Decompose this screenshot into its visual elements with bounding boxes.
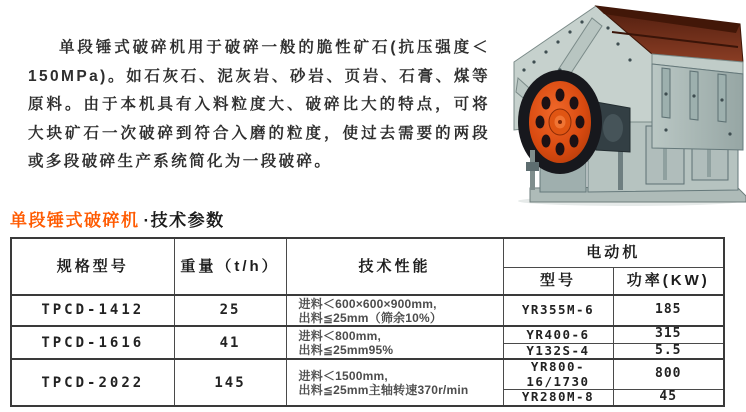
table-row bbox=[11, 295, 724, 326]
motor-power-cell: 45 bbox=[613, 390, 724, 406]
performance-line: 进料＜800mm, bbox=[298, 328, 381, 343]
spec-table bbox=[10, 237, 725, 407]
support-rod bbox=[618, 146, 623, 190]
crusher-product-photo bbox=[500, 0, 746, 207]
performance-line: 出料≦25mm（筛余10%） bbox=[298, 310, 443, 325]
performance-cell bbox=[286, 326, 503, 359]
performance-line: 出料≦25mm95% bbox=[298, 342, 394, 357]
col-header-motor-power: 功率(KW) bbox=[613, 267, 724, 295]
motor-model-cell: YR280M-8 bbox=[503, 390, 613, 406]
table-row bbox=[11, 326, 724, 343]
col-header-weight: 重量（t/h） bbox=[174, 238, 286, 295]
col-header-motor-model: 型号 bbox=[503, 267, 613, 295]
performance-cell bbox=[286, 295, 503, 326]
motor-model-cell: Y132S-4 bbox=[503, 343, 613, 359]
section-title-product-name: 单段锤式破碎机 bbox=[10, 211, 140, 230]
model-cell: TPCD-1412 bbox=[11, 295, 174, 326]
weight-cell: 41 bbox=[174, 326, 286, 359]
weight-cell: 145 bbox=[174, 359, 286, 406]
product-description: 单段锤式破碎机用于破碎一般的脆性矿石(抗压强度＜150MPa)。如石灰石、泥灰岩、砂岩、页岩、石膏、煤等原料。由于本机具有入料粒度大、破碎比大的特点，可将大块矿石一次破碎到符合入磨的粒度，使过去需要的两段或多段破碎生产系统简化为一段破碎。 bbox=[28, 39, 490, 170]
table-row bbox=[11, 359, 724, 389]
motor-power-cell: 5.5 bbox=[613, 343, 724, 359]
col-header-model: 规格型号 bbox=[11, 238, 174, 295]
motor-power-cell: 800 bbox=[613, 359, 724, 389]
motor-power-cell: 185 bbox=[613, 295, 724, 326]
model-cell: TPCD-1616 bbox=[11, 326, 174, 359]
section-title bbox=[10, 206, 225, 231]
col-header-performance: 技术性能 bbox=[286, 238, 503, 295]
model-cell: TPCD-2022 bbox=[11, 359, 174, 406]
weight-cell: 25 bbox=[174, 295, 286, 326]
performance-line: 出料≦25mm主轴转速370r/min bbox=[298, 382, 469, 397]
performance-line: 进料＜600×600×900mm, bbox=[298, 296, 437, 311]
motor-power-cell: 315 bbox=[613, 326, 724, 343]
motor-model-cell: YR355M-6 bbox=[503, 295, 613, 326]
motor-model-cell: YR400-6 bbox=[503, 326, 613, 343]
machine-illustration bbox=[514, 6, 746, 206]
col-header-motor-group: 电动机 bbox=[503, 238, 724, 267]
table-header-row-1 bbox=[11, 238, 724, 267]
motor-model-cell: YR800-16/1730 bbox=[503, 359, 613, 389]
performance-cell bbox=[286, 359, 503, 406]
performance-line: 进料＜1500mm, bbox=[298, 368, 388, 383]
section-title-suffix: ·技术参数 bbox=[143, 211, 225, 230]
